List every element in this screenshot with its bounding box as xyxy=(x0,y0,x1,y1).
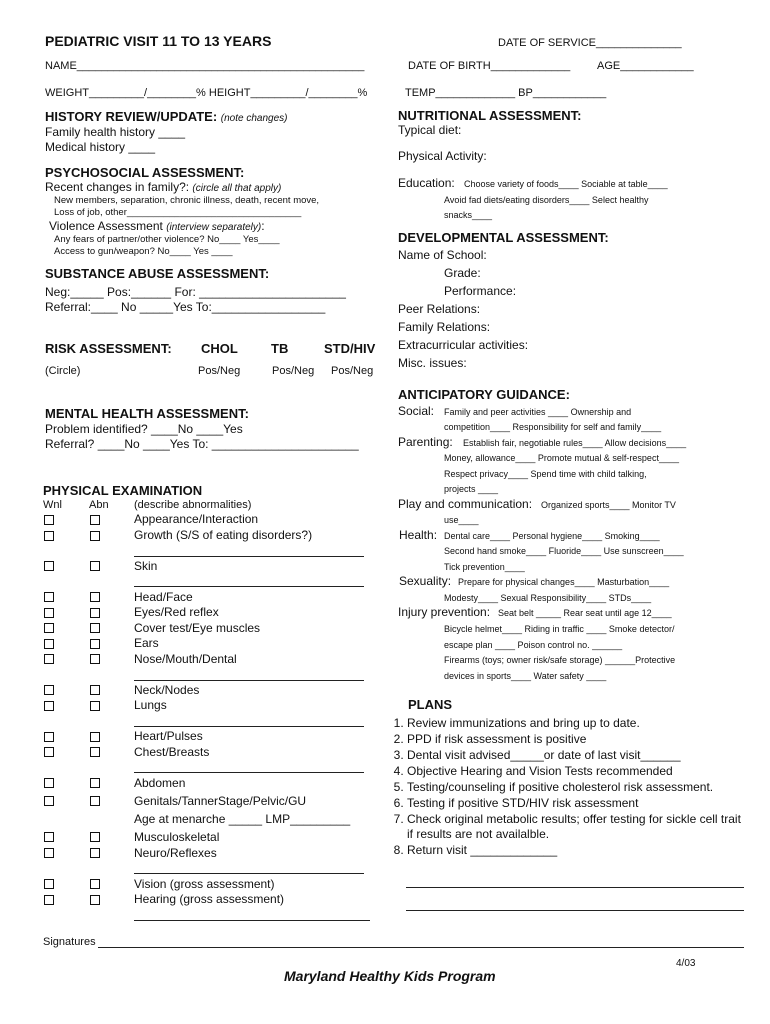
guidance-heading: ANTICIPATORY GUIDANCE: xyxy=(398,387,570,402)
skin-notes-line[interactable] xyxy=(134,586,364,587)
problem-identified-field[interactable]: Problem identified? ____No ____Yes xyxy=(45,422,243,436)
school-name-field[interactable]: Name of School: xyxy=(398,248,487,262)
injury-label: Injury prevention: xyxy=(398,605,491,619)
nutrition-edu-line2[interactable]: Avoid fad diets/eating disorders____ Select healthy xyxy=(444,195,649,205)
plan-item: 1. Review immunizations and bring up to date. xyxy=(407,716,747,731)
substance-referral-field[interactable]: Referral:____ No _____Yes To:_________________ xyxy=(45,300,326,314)
parenting-label: Parenting: xyxy=(398,435,453,449)
nose-wnl-checkbox[interactable] xyxy=(44,654,54,664)
eyes-abn-checkbox[interactable] xyxy=(90,608,100,618)
temp-bp-field[interactable]: TEMP_____________ BP____________ xyxy=(405,87,607,99)
education-label: Education: xyxy=(398,176,455,190)
cover-abn-checkbox[interactable] xyxy=(90,623,100,633)
family-relations-field[interactable]: Family Relations: xyxy=(398,320,491,334)
exam-abdomen: Abdomen xyxy=(134,776,186,790)
exam-neuro: Neuro/Reflexes xyxy=(134,846,217,860)
date-of-service-field[interactable]: DATE OF SERVICE______________ xyxy=(498,37,682,49)
plans-notes-line-2[interactable] xyxy=(406,910,744,911)
gun-access-field[interactable]: Access to gun/weapon? No____ Yes ____ xyxy=(54,246,233,257)
heart-abn-checkbox[interactable] xyxy=(90,732,100,742)
risk-heading: RISK ASSESSMENT: xyxy=(45,341,172,356)
peer-relations-field[interactable]: Peer Relations: xyxy=(398,302,481,316)
musculo-wnl-checkbox[interactable] xyxy=(44,832,54,842)
misc-issues-field[interactable]: Misc. issues: xyxy=(398,356,467,370)
skin-wnl-checkbox[interactable] xyxy=(44,561,54,571)
neuro-wnl-checkbox[interactable] xyxy=(44,848,54,858)
chest-notes-line[interactable] xyxy=(134,772,364,773)
health-line3[interactable]: Tick prevention____ xyxy=(444,562,525,572)
history-heading xyxy=(45,109,288,124)
plan-item: 5. Testing/counseling if positive cholesterol risk assessment. xyxy=(407,780,747,795)
growth-abn-checkbox[interactable] xyxy=(90,531,100,541)
developmental-heading: DEVELOPMENTAL ASSESSMENT: xyxy=(398,230,609,245)
health-label: Health: xyxy=(399,528,438,542)
physical-heading: PHYSICAL EXAMINATION xyxy=(43,483,203,498)
wnl-col-label: Wnl xyxy=(43,499,62,511)
plan-item: 6. Testing if positive STD/HIV risk assessment xyxy=(407,796,747,811)
family-history-field[interactable]: Family health history ____ xyxy=(45,125,186,139)
menarche-lmp-field[interactable]: Age at menarche _____ LMP_________ xyxy=(134,812,351,826)
social-label: Social: xyxy=(398,404,435,418)
hearing-abn-checkbox[interactable] xyxy=(90,895,100,905)
vision-abn-checkbox[interactable] xyxy=(90,879,100,889)
ears-abn-checkbox[interactable] xyxy=(90,639,100,649)
violence-assessment-label xyxy=(49,219,265,233)
lungs-wnl-checkbox[interactable] xyxy=(44,701,54,711)
injury-line4[interactable]: Firearms (toys; owner risk/safe storage) ______Protective xyxy=(444,655,676,665)
plan-item: 7. Check original metabolic results; offer testing for sickle cell trait if results are not availalble. xyxy=(407,812,747,842)
appearance-wnl-checkbox[interactable] xyxy=(44,515,54,525)
eyes-wnl-checkbox[interactable] xyxy=(44,608,54,618)
exam-nose: Nose/Mouth/Dental xyxy=(134,652,237,666)
risk-tb-value[interactable]: Pos/Neg xyxy=(272,365,315,377)
lungs-abn-checkbox[interactable] xyxy=(90,701,100,711)
ears-wnl-checkbox[interactable] xyxy=(44,639,54,649)
hearing-notes-line[interactable] xyxy=(134,920,370,921)
form-date-code: 4/03 xyxy=(676,958,696,969)
parenting-line3[interactable]: Respect privacy____ Spend time with child talking, xyxy=(444,469,647,479)
head-wnl-checkbox[interactable] xyxy=(44,592,54,602)
exam-ears: Ears xyxy=(134,636,159,650)
exam-lungs: Lungs xyxy=(134,698,167,712)
sexuality-label: Sexuality: xyxy=(399,574,452,588)
describe-label: (describe abnormalities) xyxy=(134,499,252,511)
extracurricular-field[interactable]: Extracurricular activities: xyxy=(398,338,529,352)
exam-chest: Chest/Breasts xyxy=(134,745,210,759)
date-of-birth-field[interactable]: DATE OF BIRTH_____________ xyxy=(408,60,571,72)
plan-item[interactable]: 3. Dental visit advised_____or date of last visit______ xyxy=(407,748,747,763)
genitals-wnl-checkbox[interactable] xyxy=(44,796,54,806)
signatures-line[interactable] xyxy=(98,947,744,948)
plans-notes-line-1[interactable] xyxy=(406,887,744,888)
weight-height-field[interactable]: WEIGHT_________/________% HEIGHT_________/________% xyxy=(45,87,368,99)
injury-line5[interactable]: devices in sports____ Water safety ____ xyxy=(444,671,607,681)
recent-changes-label xyxy=(45,180,281,194)
substance-result-field[interactable]: Neg:_____ Pos:______ For: ______________________ xyxy=(45,285,346,299)
history-note: (note changes) xyxy=(220,113,288,124)
injury-line2[interactable]: Bicycle helmet____ Riding in traffic ____ Smoke detector/ xyxy=(444,624,675,634)
plan-item: 4. Objective Hearing and Vision Tests recommended xyxy=(407,764,747,779)
abdomen-abn-checkbox[interactable] xyxy=(90,778,100,788)
substance-heading: SUBSTANCE ABUSE ASSESSMENT: xyxy=(45,266,270,281)
nutrition-heading: NUTRITIONAL ASSESSMENT: xyxy=(398,108,582,123)
nutrition-edu-line1[interactable]: Choose variety of foods____ Sociable at table____ xyxy=(464,179,668,189)
health-line1[interactable]: Dental care____ Personal hygiene____ Smoking____ xyxy=(444,531,660,541)
lungs-notes-line[interactable] xyxy=(134,726,364,727)
skin-abn-checkbox[interactable] xyxy=(90,561,100,571)
chest-abn-checkbox[interactable] xyxy=(90,747,100,757)
exam-skin: Skin xyxy=(134,559,158,573)
nutrition-edu-line3[interactable]: snacks____ xyxy=(444,210,493,220)
exam-vision: Vision (gross assessment) xyxy=(134,877,275,891)
risk-col-stdhiv: STD/HIV xyxy=(324,341,376,356)
risk-chol-value[interactable]: Pos/Neg xyxy=(198,365,241,377)
exam-heart: Heart/Pulses xyxy=(134,729,203,743)
health-line2[interactable]: Second hand smoke____ Fluoride____ Use sunscreen____ xyxy=(444,546,684,556)
mental-referral-field[interactable]: Referral? ____No ____Yes To: ______________________ xyxy=(45,437,359,451)
growth-notes-line[interactable] xyxy=(134,556,364,557)
typical-diet-field[interactable]: Typical diet: xyxy=(398,123,462,137)
parenting-line1[interactable]: Establish fair, negotiable rules____ Allow decisions____ xyxy=(463,438,687,448)
injury-line3[interactable]: escape plan ____ Poison control no. ______ xyxy=(444,640,623,650)
exam-neck: Neck/Nodes xyxy=(134,683,200,697)
exam-musculo: Musculoskeletal xyxy=(134,830,220,844)
medical-history-field[interactable]: Medical history ____ xyxy=(45,140,156,154)
play-label: Play and communication: xyxy=(398,497,533,511)
violence-fears-field[interactable]: Any fears of partner/other violence? No____ Yes____ xyxy=(54,234,280,245)
recent-changes-options: New members, separation, chronic illness, death, recent move, xyxy=(54,195,320,206)
history-heading-text: HISTORY REVIEW/UPDATE: xyxy=(45,109,218,124)
social-line2[interactable]: competition____ Responsibility for self and family____ xyxy=(444,422,662,432)
plans-heading: PLANS xyxy=(408,697,453,712)
exam-eyes: Eyes/Red reflex xyxy=(134,605,219,619)
nose-abn-checkbox[interactable] xyxy=(90,654,100,664)
grade-field[interactable]: Grade: xyxy=(444,266,481,280)
appearance-abn-checkbox[interactable] xyxy=(90,515,100,525)
sexuality-line1[interactable]: Prepare for physical changes____ Masturbation____ xyxy=(458,577,670,587)
violence-colon: : xyxy=(261,219,265,233)
psychosocial-heading: PSYCHOSOCIAL ASSESSMENT: xyxy=(45,165,245,180)
neuro-abn-checkbox[interactable] xyxy=(90,848,100,858)
plan-item[interactable]: 8. Return visit _____________ xyxy=(407,843,747,858)
recent-changes-text: Recent changes in family?: xyxy=(45,180,190,194)
parenting-line2[interactable]: Money, allowance____ Promote mutual & self-respect____ xyxy=(444,453,679,463)
exam-cover: Cover test/Eye muscles xyxy=(134,621,261,635)
heart-wnl-checkbox[interactable] xyxy=(44,732,54,742)
recent-changes-note: (circle all that apply) xyxy=(192,183,282,194)
exam-head: Head/Face xyxy=(134,590,193,604)
neck-wnl-checkbox[interactable] xyxy=(44,685,54,695)
injury-line1[interactable]: Seat belt _____ Rear seat until age 12____ xyxy=(498,608,672,618)
violence-note: (interview separately) xyxy=(166,222,262,233)
plans-list xyxy=(383,716,747,859)
chest-wnl-checkbox[interactable] xyxy=(44,747,54,757)
exam-hearing: Hearing (gross assessment) xyxy=(134,892,285,906)
cover-wnl-checkbox[interactable] xyxy=(44,623,54,633)
name-field[interactable]: NAME_______________________________________________ xyxy=(45,60,365,72)
exam-genitals: Genitals/TannerStage/Pelvic/GU xyxy=(134,794,307,808)
abdomen-wnl-checkbox[interactable] xyxy=(44,778,54,788)
neck-abn-checkbox[interactable] xyxy=(90,685,100,695)
exam-growth: Growth (S/S of eating disorders?) xyxy=(134,528,313,542)
plan-item: 2. PPD if risk assessment is positive xyxy=(407,732,747,747)
risk-circle-label: (Circle) xyxy=(45,365,81,377)
risk-col-chol: CHOL xyxy=(201,341,238,356)
musculo-abn-checkbox[interactable] xyxy=(90,832,100,842)
form-title: PEDIATRIC VISIT 11 TO 13 YEARS xyxy=(45,33,272,49)
genitals-abn-checkbox[interactable] xyxy=(90,796,100,806)
program-name: Maryland Healthy Kids Program xyxy=(284,968,496,984)
abn-col-label: Abn xyxy=(89,499,109,511)
neuro-notes-line[interactable] xyxy=(134,873,364,874)
performance-field[interactable]: Performance: xyxy=(444,284,517,298)
risk-stdhiv-value[interactable]: Pos/Neg xyxy=(331,365,374,377)
play-line1[interactable]: Organized sports____ Monitor TV xyxy=(541,500,676,510)
mental-heading: MENTAL HEALTH ASSESSMENT: xyxy=(45,406,249,421)
vision-wnl-checkbox[interactable] xyxy=(44,879,54,889)
age-field[interactable]: AGE____________ xyxy=(597,60,694,72)
risk-col-tb: TB xyxy=(271,341,289,356)
recent-changes-other-field[interactable]: Loss of job, other_________________________________ xyxy=(54,207,302,218)
play-line2[interactable]: use____ xyxy=(444,515,479,525)
nose-notes-line[interactable] xyxy=(134,680,364,681)
sexuality-line2[interactable]: Modesty____ Sexual Responsibility____ STDs____ xyxy=(444,593,652,603)
head-abn-checkbox[interactable] xyxy=(90,592,100,602)
exam-appearance: Appearance/Interaction xyxy=(134,512,259,526)
physical-activity-field[interactable]: Physical Activity: xyxy=(398,149,487,163)
hearing-wnl-checkbox[interactable] xyxy=(44,895,54,905)
social-line1[interactable]: Family and peer activities ____ Ownership and xyxy=(444,407,632,417)
signatures-label: Signatures xyxy=(43,936,96,948)
parenting-line4[interactable]: projects ____ xyxy=(444,484,499,494)
growth-wnl-checkbox[interactable] xyxy=(44,531,54,541)
violence-text: Violence Assessment xyxy=(49,219,163,233)
